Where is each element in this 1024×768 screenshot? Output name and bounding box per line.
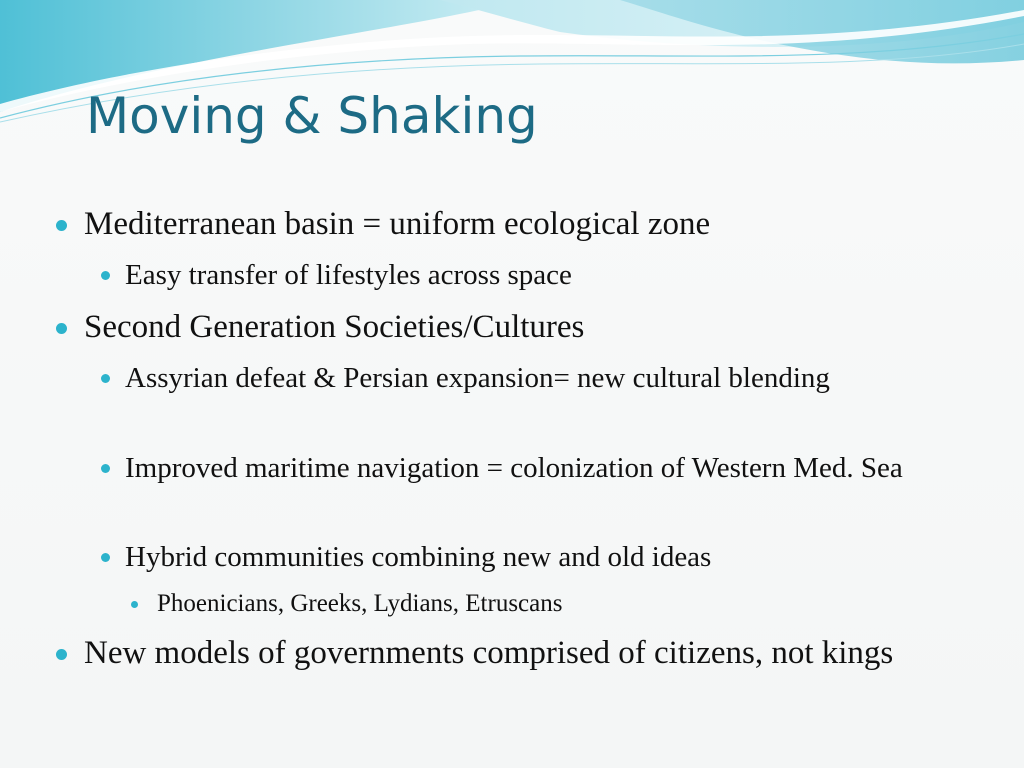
bullet-dot-icon — [56, 220, 67, 231]
bullet-dot-icon — [101, 374, 110, 383]
slide-title: Moving & Shaking — [86, 87, 538, 145]
bullet-text: Assyrian defeat & Persian expansion= new cultural blending — [125, 362, 830, 394]
bullet-text: Phoenicians, Greeks, Lydians, Etruscans — [157, 590, 563, 617]
bullet-dot-icon — [56, 323, 67, 334]
bullet-dot-icon — [101, 464, 110, 473]
bullet-item — [125, 448, 985, 489]
bullet-dot-icon — [101, 271, 110, 280]
bullet-item — [125, 255, 985, 296]
bullet-dot-icon — [56, 649, 67, 660]
bullet-text: New models of governments comprised of citizens, not kings — [84, 635, 894, 671]
bullet-dot-icon — [131, 601, 138, 608]
bullet-item — [84, 632, 984, 675]
bullet-text: Second Generation Societies/Cultures — [84, 309, 585, 345]
bullet-item — [157, 587, 977, 621]
bullet-text: Mediterranean basin = uniform ecological zone — [84, 206, 711, 242]
bullet-text: Improved maritime navigation = colonization of Western Med. Sea — [125, 452, 903, 484]
bullet-dot-icon — [101, 553, 110, 562]
bullet-item — [125, 358, 905, 399]
bullet-text: Hybrid communities combining new and old ideas — [125, 541, 712, 573]
bullet-item — [84, 203, 984, 246]
bullet-text: Easy transfer of lifestyles across space — [125, 259, 572, 291]
bullet-item — [125, 537, 985, 578]
bullet-item — [84, 306, 984, 349]
